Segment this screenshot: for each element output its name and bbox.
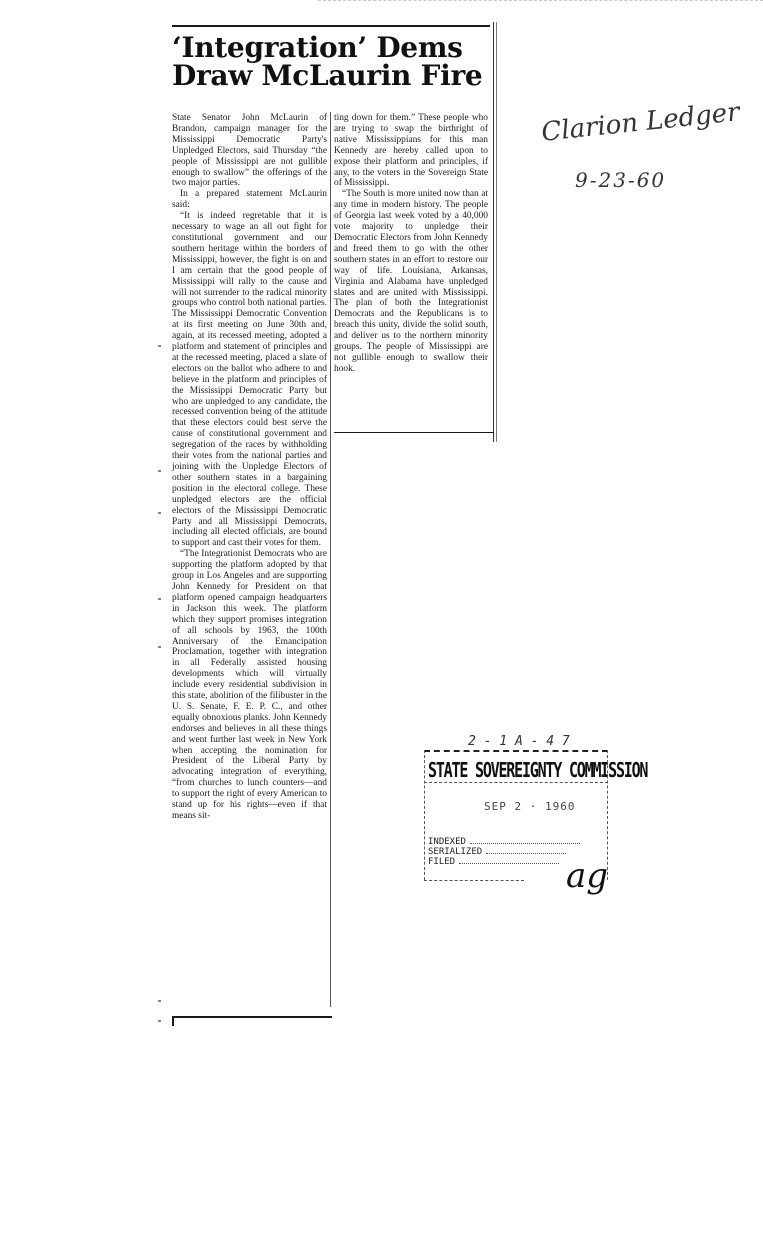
article-paragraph: “The Integrationist Democrats who are supporting the platform adopted by that group in Los Angeles and are supporting John Kennedy for President on that platform opened campaign headquarters in Jackson this week. The platform which they support promises integration of all schools by 1963, the 100th Anniversary of the Emancipation Proclamation, together with integration in all Federally assisted housing developments which will virtually include every residential subdivision in this state, abolition of the filibuster in the U. S. Senate, F. E. P. C., and other equally obnoxious planks. John Kennedy endorses and believes in all these things and went further last week in New York when accepting the nomination for President of the Liberal Party by advocating integration of everything, “from churches to lunch counters—and to support the right of every American to stand up for his rights—even if that means sit- <box>172 549 327 821</box>
stamp-filed-label: FILED <box>428 857 456 867</box>
article-column-2 <box>334 113 488 375</box>
stamp-file-number: 2 - 1 A - 4 7 <box>468 734 570 749</box>
article-column-1 <box>172 113 327 822</box>
top-dashed-edge <box>318 0 763 1</box>
article-paragraph: In a prepared statement McLaurin said: <box>172 189 327 211</box>
stamp-indexed-label: INDEXED <box>428 837 466 847</box>
right-frame-line <box>493 22 494 442</box>
right-frame-line-outer <box>496 22 497 442</box>
stamp-bottom-rule <box>424 880 524 881</box>
bottom-rule <box>172 1016 332 1018</box>
margin-tick <box>158 1000 161 1002</box>
article-paragraph: “The South is more united now than at any time in modern history. The people of Georgia last week voted by a 40,000 vote majority to unpledge their Democratic Electors from John Kennedy and freed them to go with the other southern states in an effort to restore our way of life. Louisiana, Arkansas, Virginia and Alabama have unpledged slates and are united with Mississippi. The plan of both the Integrationist Democrats and the Republicans is to breach this unity, divide the solid south, and deliver us to the northern minority groups. The people of Mississippi are not gullible enough to swallow their hook. <box>334 189 488 374</box>
margin-tick <box>158 512 161 514</box>
article-paragraph: “It is indeed regretable that it is necessary to wage an all out fight for constitutional government and our southern heritage within the borders of Mississippi, however, the fight is on and I am certain that the good people of Mississippi will rally to the cause and will not surrender to the radical minority groups who control both national parties. The Mississippi Democratic Convention at its first meeting on June 30th and, again, at its recessed meeting, adopted a platform and statement of principles and at the recessed meeting, placed a slate of electors on the ballot who adhere to and believe in the platform and principles of the Mississippi Democratic Party but who are unpledged to any candidate, the recessed convention being of the attitude that these electors could best serve the cause of constitutional government and segregation of the races by withholding their votes from the national parties and joining with the Unpledge Electors of other southern states in a bargaining position in the electoral college. These unpledged electors are the official electors of the Mississippi Democratic Party and all Mississippi Democrats, including all elected officials, are bound to support and cast their votes for them. <box>172 211 327 549</box>
stamp-top-rule <box>424 750 608 752</box>
column-end-rule <box>334 432 494 433</box>
commission-stamp <box>424 734 648 896</box>
article-paragraph: ting down for them.” These people who are trying to swap the birthright of native Mississippians for this man Kennedy are hereby called upon to expose their platform and principles, if any, to the voters in the Sovereign State of Mississippi. <box>334 113 488 189</box>
margin-tick <box>158 598 161 600</box>
headline-line-1: ‘Integration’ Dems <box>172 31 463 64</box>
margin-tick <box>158 345 161 347</box>
stamp-title: STATE SOVEREIGNTY COMMISSION <box>428 758 648 783</box>
stamp-filed-line <box>459 856 559 864</box>
stamp-filed <box>428 856 559 867</box>
article-paragraph: State Senator John McLaurin of Brandon, campaign manager for the Mississippi Democratic Party's Unpledged Electors, said Thursday “the people of Mississippi are not gullible enough to swallow” the offerings of the two major parties. <box>172 113 327 189</box>
handwritten-source: Clarion Ledger <box>540 97 741 148</box>
stamp-box-left <box>424 750 425 880</box>
stamp-serialized-line <box>486 846 566 854</box>
bottom-rule-tick <box>172 1016 174 1026</box>
margin-tick <box>158 646 161 648</box>
handwritten-date: 9-23-60 <box>575 168 667 192</box>
top-rule <box>172 25 490 27</box>
margin-tick <box>158 1020 161 1022</box>
stamp-title-rule <box>424 782 608 783</box>
headline-line-2: Draw McLaurin Fire <box>172 59 483 92</box>
headline <box>172 31 483 92</box>
stamp-indexed-line <box>470 836 580 844</box>
stamp-date: SEP 2 · 1960 <box>484 800 576 813</box>
stamp-serialized-label: SERIALIZED <box>428 847 483 857</box>
stamp-initials: ag <box>566 856 609 896</box>
column-divider <box>330 112 331 1007</box>
margin-tick <box>158 470 161 472</box>
